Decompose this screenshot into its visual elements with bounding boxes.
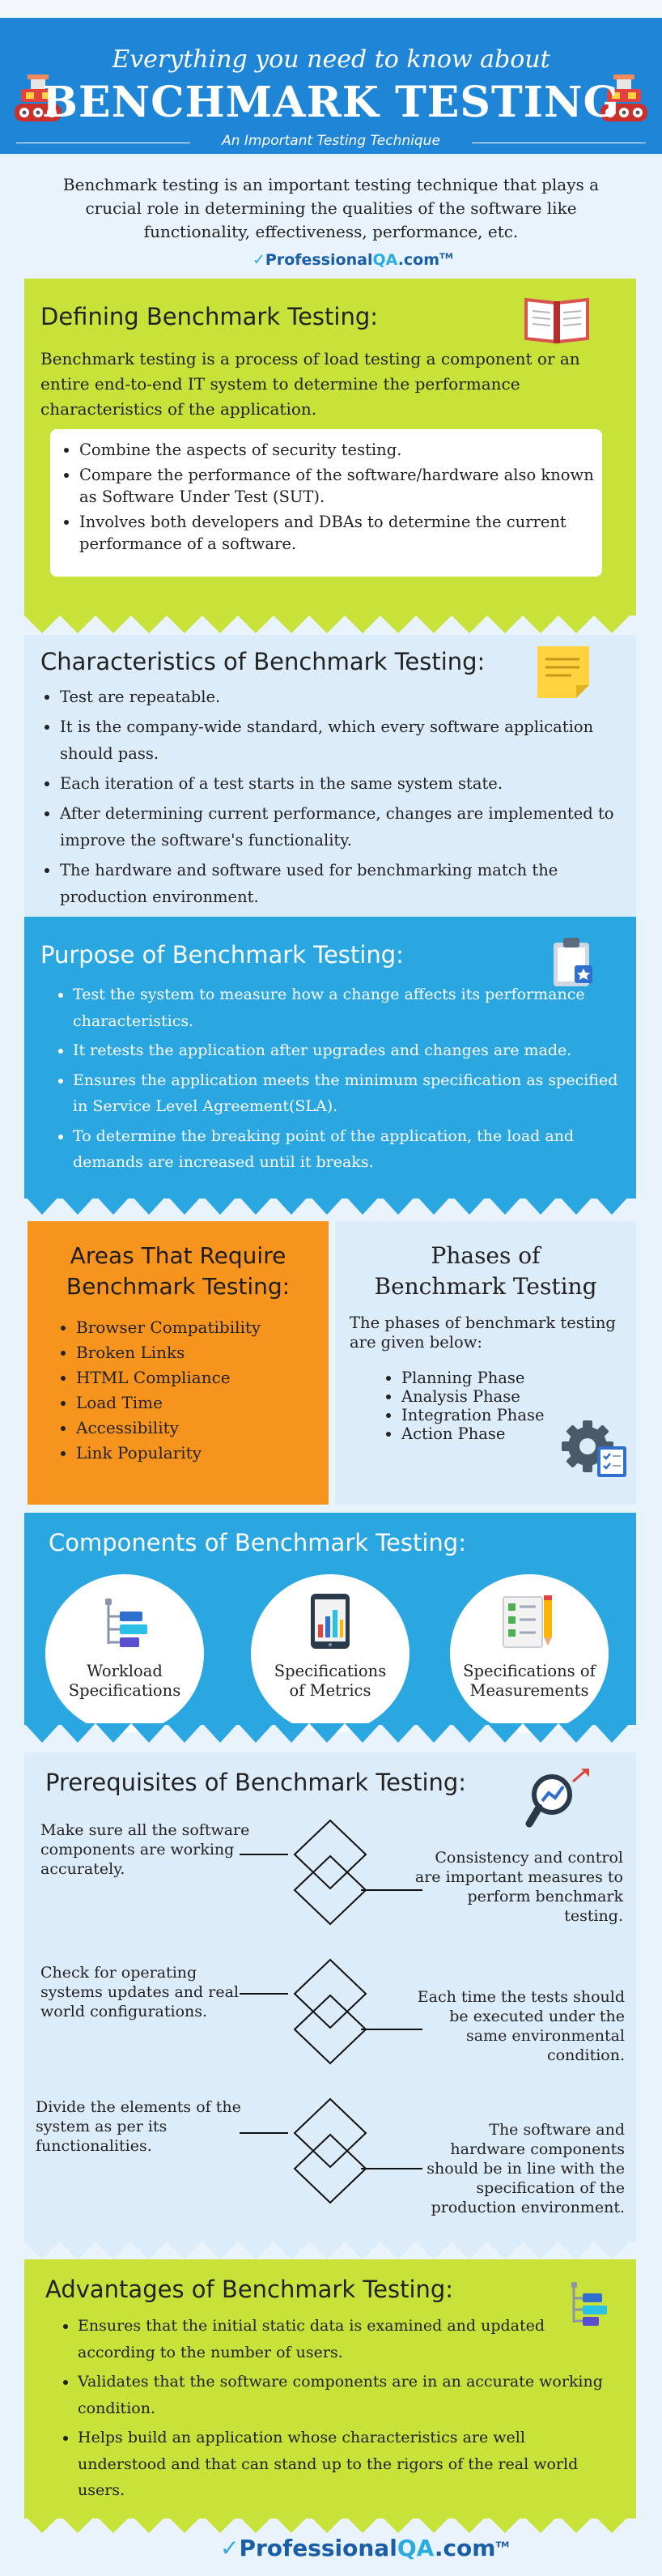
checklist-pencil-icon <box>500 1592 558 1650</box>
list-item: • Action Phase <box>401 1424 612 1443</box>
list-item: • Broken Links <box>76 1342 335 1364</box>
purpose-list <box>52 981 623 1179</box>
list-item: • After determining current performance, changes are implemented to improve the software's functionality. <box>60 800 636 854</box>
list-item: • Planning Phase <box>401 1369 612 1387</box>
component-label <box>450 1662 609 1701</box>
areas-title <box>28 1241 329 1302</box>
areas-title-line: Benchmark Testing: <box>66 1273 291 1300</box>
component-label <box>251 1662 410 1701</box>
component-card <box>450 1574 609 1733</box>
zigzag-divider <box>0 2515 662 2535</box>
list-item: • Helps build an application whose characteristics are well understood and that can stand up to the rigors of the real world users. <box>78 2425 612 2504</box>
workload-flow-icon <box>102 1595 151 1652</box>
tablet-metrics-icon <box>309 1592 351 1650</box>
logo-checkmark-icon: ✓ <box>220 2535 240 2561</box>
header-top-strip <box>0 0 662 18</box>
component-label-line: Specifications <box>68 1681 181 1700</box>
zigzag-divider <box>0 2242 662 2261</box>
list-item: • Ensures that the initial static data is examined and updated according to the number of users. <box>78 2313 612 2365</box>
areas-title-line: Areas That Require <box>70 1242 286 1269</box>
list-item: • It retests the application after upgrades and changes are made. <box>73 1037 623 1064</box>
prerequisites-title: Prerequisites of Benchmark Testing: <box>45 1769 467 1796</box>
component-label-line: Measurements <box>469 1681 589 1700</box>
page-subtitle: An Important Testing Technique <box>222 133 440 149</box>
zigzag-divider <box>0 1723 662 1744</box>
phases-title <box>335 1241 636 1302</box>
list-item: • Involves both developers and DBAs to determine the current performance of a software. <box>79 511 605 555</box>
list-item: • Load Time <box>76 1392 335 1414</box>
prerequisite-left-text: Make sure all the software components are working accurately. <box>40 1821 250 1878</box>
list-item: • HTML Compliance <box>76 1367 335 1389</box>
list-item: • Link Popularity <box>76 1442 335 1464</box>
gear-checklist-icon <box>560 1414 628 1479</box>
open-book-icon <box>523 293 591 345</box>
brand-logo: ✓ProfessionalQA.com™ <box>252 251 453 269</box>
logo-checkmark-icon: ✓ <box>252 251 265 269</box>
component-label-line: of Metrics <box>289 1681 371 1700</box>
defining-list-card <box>50 429 602 577</box>
diamond-connector <box>240 1817 422 1931</box>
phases-title-line: Phases of <box>431 1242 541 1269</box>
list-item: • The hardware and software used for benchmarking match the production environment. <box>60 857 636 910</box>
component-label-line: Specifications <box>274 1662 387 1680</box>
prerequisite-left-text: Check for operating systems updates and real world configurations. <box>40 1964 239 2020</box>
advantages-title: Advantages of Benchmark Testing: <box>45 2276 454 2303</box>
list-item: • Each iteration of a test starts in the same system state. <box>60 770 636 797</box>
intro-text: Benchmark testing is an important testing technique that plays a crucial role in determining the qualities of the software like functionality, effectiveness, performance, etc. <box>62 175 600 241</box>
zigzag-divider <box>0 1195 662 1216</box>
list-item: • Combine the aspects of security testing. <box>79 439 605 461</box>
purpose-title: Purpose of Benchmark Testing: <box>40 941 404 969</box>
list-item: • Validates that the software components are in an accurate working condition. <box>78 2369 612 2421</box>
phases-text: The phases of benchmark testing are given below: <box>350 1314 616 1352</box>
list-item: • Ensures the application meets the minimum specification as specified in Service Level Agreement(SLA). <box>73 1067 623 1120</box>
diamond-connector <box>240 2096 422 2209</box>
zigzag-divider <box>0 615 662 635</box>
list-item: • Analysis Phase <box>401 1387 612 1406</box>
characteristics-list <box>39 683 636 913</box>
header-script-title: Everything you need to know about <box>112 45 550 74</box>
component-label-line: Specifications of <box>463 1662 596 1680</box>
clipboard-icon <box>550 936 596 988</box>
footer-brand-logo: ✓ProfessionalQA.com™ <box>220 2535 510 2561</box>
component-label <box>45 1662 204 1701</box>
magnifier-analytics-icon <box>524 1767 594 1830</box>
prerequisite-left-text: Divide the elements of the system as per its functionalities. <box>36 2098 241 2155</box>
defining-title: Defining Benchmark Testing: <box>40 303 379 330</box>
list-item: • Test the system to measure how a change affects its performance characteristics. <box>73 981 623 1034</box>
phases-title-line: Benchmark Testing <box>374 1273 597 1300</box>
areas-list <box>55 1317 335 1467</box>
prerequisite-right-text: Each time the tests should be executed under the same environmental condition. <box>417 1988 625 2064</box>
header-banner <box>0 0 662 154</box>
prerequisite-right-text: The software and hardware components should be in line with the specification of the production environment. <box>426 2121 625 2216</box>
list-item: • It is the company-wide standard, which every software application should pass. <box>60 713 636 767</box>
prerequisite-right-text: Consistency and control are important measures to perform benchmark testing. <box>414 1849 623 1925</box>
page-title: BENCHMARK TESTING <box>42 78 620 127</box>
list-item: • Accessibility <box>76 1417 335 1439</box>
list-item: • Browser Compatibility <box>76 1317 335 1339</box>
characteristics-title: Characteristics of Benchmark Testing: <box>40 648 486 675</box>
component-label-line: Workload <box>87 1662 163 1680</box>
components-title: Components of Benchmark Testing: <box>49 1529 466 1556</box>
list-item: • To determine the breaking point of the application, the load and demands are increased until it breaks. <box>73 1123 623 1176</box>
defining-text: Benchmark testing is a process of load testing a component or an entire end-to-end IT system to determine the performance characteristics of the application. <box>40 349 580 419</box>
component-card <box>251 1574 410 1733</box>
list-item: • Integration Phase <box>401 1406 612 1424</box>
advantages-list <box>57 2313 612 2507</box>
component-card <box>45 1574 204 1733</box>
list-item: • Test are repeatable. <box>60 683 636 710</box>
list-item: • Compare the performance of the software/hardware also known as Software Under Test (SUT). <box>79 464 605 508</box>
diamond-connector <box>240 1956 422 2070</box>
